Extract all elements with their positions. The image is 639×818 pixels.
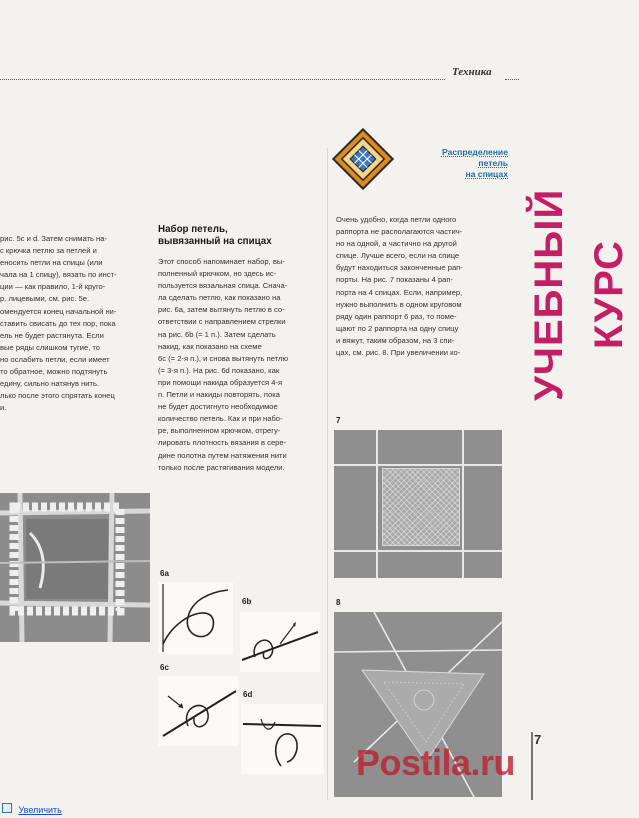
right-column-text [336,214,508,359]
figure-6c-label: 6c [160,663,169,672]
text-line: щают по 2 раппорта на одну спицу [336,323,459,333]
text-line: лько после этого спрятать конец [0,391,115,401]
figure-6b-label: 6b [242,597,252,606]
text-line: полненный крючком, но здесь ис- [158,269,277,279]
text-line: но на одной, а частично на другой [336,239,457,249]
right-heading [398,147,508,180]
text-line: накид, как показано на схеме [158,341,262,351]
needle-line [462,430,464,578]
text-line: и. [0,403,7,413]
heading-line: на спицах [465,169,508,179]
text-line: Очень удобно, когда петли одного [336,215,457,224]
fourth-stitch-diagram-icon [241,704,323,774]
text-line: будут находиться законченные рап- [336,263,463,273]
text-line: порты. На рис. 7 показаны 4 рап- [336,275,454,285]
text-line: ла сделать петлю, как показано на [158,293,281,303]
page-number-rule [531,732,533,800]
text-line: на рис. 6b (= 1 п.). Затем сделать [158,329,276,339]
text-line: и вяжут, таким образом, на 3 спи- [336,335,455,345]
figure-6a-label: 6a [160,569,169,578]
text-line: спице. Лучше всего, если на спице [336,251,460,261]
text-line: количество петель. Как и при набо- [158,414,283,424]
text-line: ре, выполненном крючком, отрегу- [158,426,281,436]
heading-line: Набор петель, [158,224,228,235]
text-line: с крючка петлю за петлей и [0,246,97,256]
text-line: но ослабить петли, если имеет [0,354,110,364]
column-divider [327,148,328,808]
text-line: рис. 5с и d. Затем снимать на- [0,234,107,243]
text-line: цах, см. рис. 8. При увеличении ко- [336,348,461,358]
zoom-link[interactable]: Увеличить [18,805,62,815]
middle-column-text [158,256,328,474]
text-line: р. лицевыми, см. рис. 5е. [0,294,90,304]
figure-6b-diagram [240,612,320,672]
figure-7-photo [334,430,502,578]
figure-8-label: 8 [336,598,341,607]
text-line: чала на 1 спицу), вязать по инст- [0,270,117,280]
text-line: пользуется вязальная спица. Сначa- [158,281,288,291]
technique-logo-icon [330,126,396,192]
middle-heading [158,224,328,248]
zoom-icon[interactable] [2,803,12,813]
text-line: дине полотна путем натяжения нити [158,450,287,460]
text-line: омендуется конец начальной ни- [0,306,117,316]
text-line: ставить свисать до тех пор, пока [0,318,116,328]
text-line: лировать плотность вязания в сере- [158,438,287,448]
text-line: 6c (= 2-я п.), и снова вытянуть петлю [158,353,289,363]
text-line: рис. 6а, затем вытянуть петлю в со- [158,305,285,315]
figure-6d-label: 6d [243,690,253,699]
zoom-bar [0,800,576,814]
text-line: ель не будет растянута. Если [0,330,104,340]
heading-line: Распределение [441,147,508,157]
diamond-logo-icon [330,126,396,192]
yarn-over-diagram-icon [158,676,238,746]
text-line: едину, сильно натянув нить. [0,379,100,389]
crochet-cast-on-photo [0,493,150,642]
needle-loop-diagram-icon [240,612,320,672]
course-vertical-title: УЧЕБНЫЙ КУРС [527,188,631,402]
header-rule-right [505,79,519,80]
section-label: Техника [452,66,492,78]
text-line: (= 3-я п.). На рис. 6d показано, как [158,365,280,375]
page-number: 7 [534,732,542,747]
needle-line [334,464,502,466]
heading-line: петель [478,158,508,168]
text-line: только после растягивания модели. [158,462,285,472]
figure-6c-diagram [158,676,238,746]
text-line: то обратное, можно подтянуть [0,367,108,377]
text-line: ряду один раппорт 6 раз, то поме- [336,311,457,321]
text-line: вые ряды слишком тугие, то [0,342,101,352]
figure-6a-diagram [158,582,233,654]
text-line: нужно выполнить в одном круговом [336,299,462,309]
postila-watermark: Postila.ru [356,742,516,783]
figure-6d-diagram [241,704,323,774]
knitted-square [382,468,460,546]
text-line: при помощи накида образуется 4-я [158,377,283,387]
loop-diagram-icon [158,582,233,654]
text-line: порта на 4 спицах. Если, например, [336,287,463,297]
text-line: п. Петли и накиды повторять, пока [158,390,280,400]
needle-line [334,550,502,552]
text-line: не будет достигнуто необходимое [158,402,278,412]
left-column-text [0,233,135,414]
text-line: еносить петли на спицы (или [0,258,103,268]
text-line: раппорта не располагаются частич- [336,227,463,237]
heading-line: вывязанный на спицах [158,236,272,247]
text-line: Этот способ напоминает набор, вы- [158,257,285,266]
text-line: ции — как правило, 1-й круго- [0,282,106,292]
needle-line [376,430,378,578]
text-line: ответствии с направлением стрелки [158,317,286,327]
header-rule-left [0,79,445,80]
figure-7-label: 7 [336,416,341,425]
crochet-cast-on-illustration [0,493,150,642]
